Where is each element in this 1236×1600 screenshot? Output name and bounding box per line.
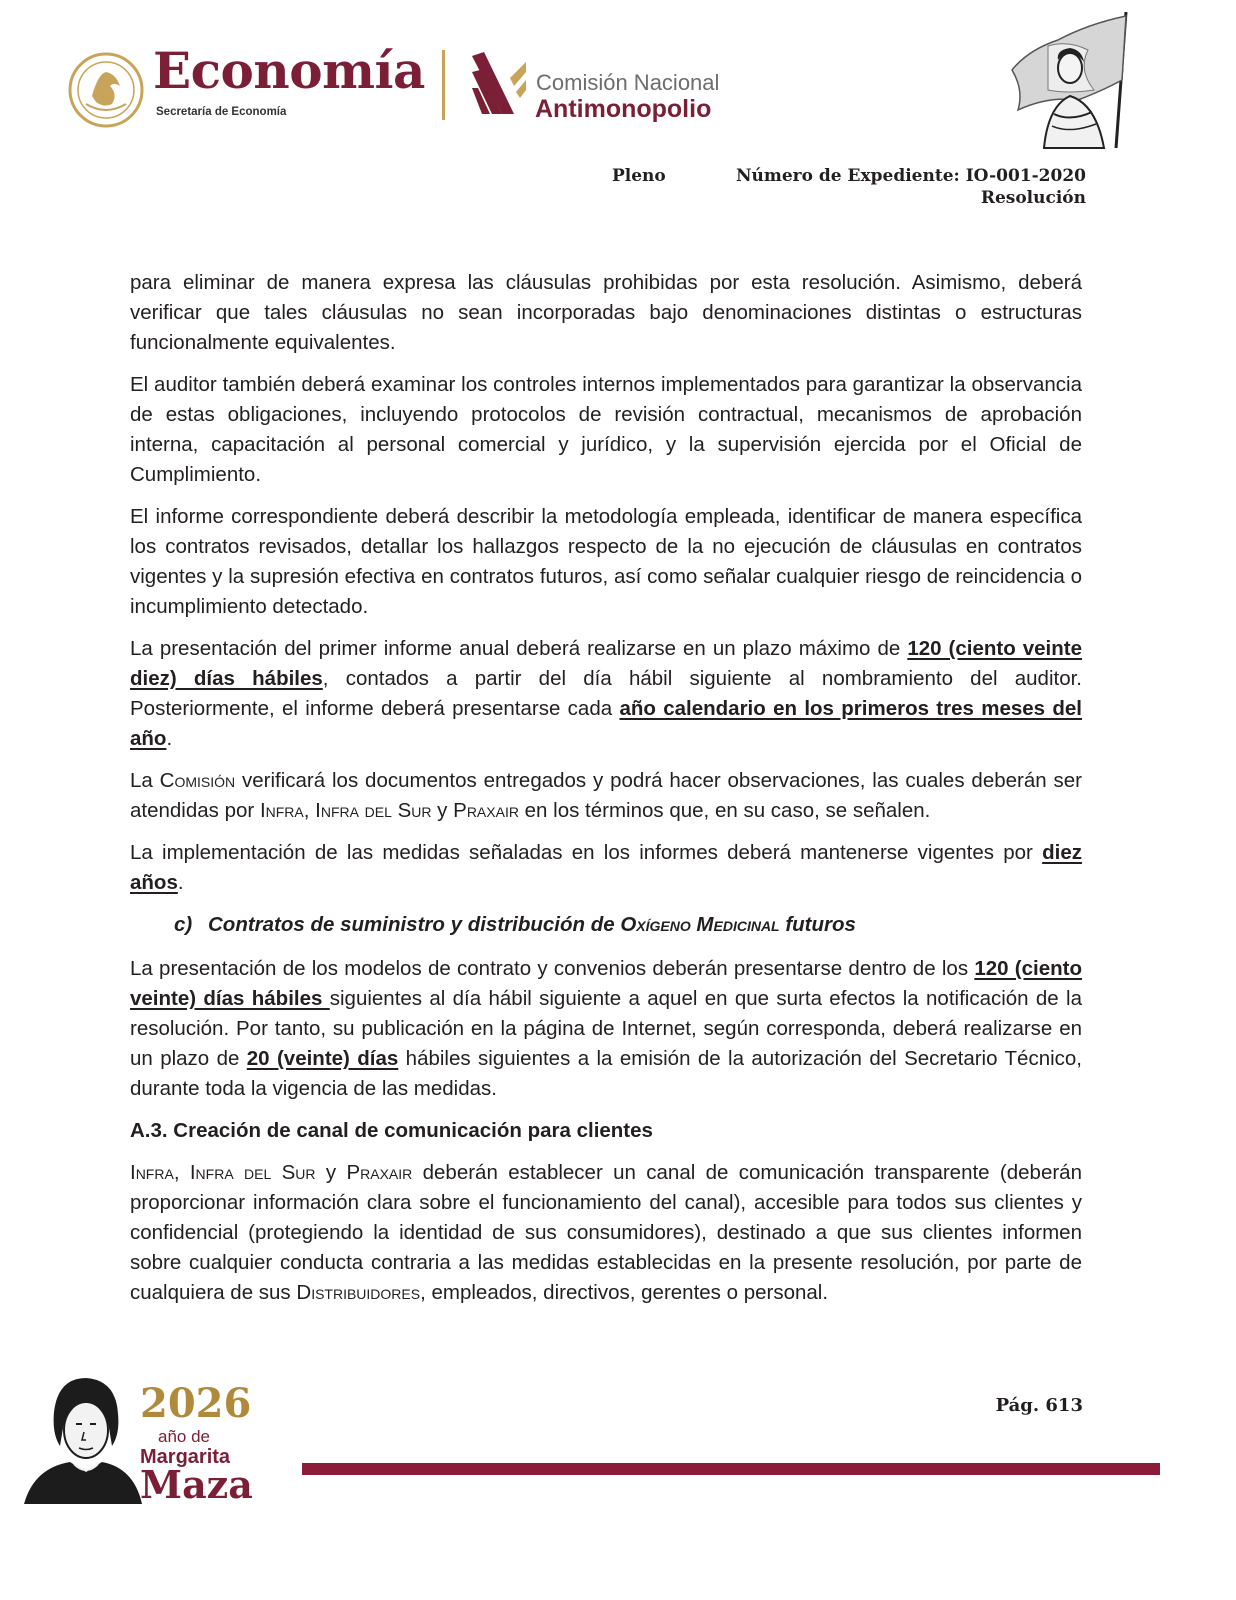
- paragraph-5: La Comisión verificará los documentos entregados y podrá hacer observaciones, las cuales deberán ser atendidas por Infra, Infra del Sur y Praxair en los términos que, en su caso, se señalen.: [130, 769, 1082, 822]
- paragraph-7: La presentación de los modelos de contrato y convenios deberán presentarse dentro de los 120 (ciento veinte) días hábiles siguientes al día hábil siguiente a aquel en que surta efectos la notificación de la resolución. Por tanto, su publicación en la página de Internet, según corresponda, deberá realizarse en un plazo de 20 (veinte) días hábiles siguientes a la emisión de la autorización del Secretario Técnico, durante toda la vigencia de las medidas.: [130, 957, 1082, 1100]
- term-infra: Infra: [259, 799, 304, 822]
- term-infra-del-sur: Infra del Sur: [315, 799, 432, 822]
- document-body: [130, 268, 1082, 1320]
- paragraph-2: El auditor también deberá examinar los controles internos implementados para garantizar la observancia de estas obligaciones, incluyendo protocolos de revisión contractual, mecanismos de aprobación interna, capacitación al personal comercial y jurídico, y la supervisión ejercida por el Oficial de Cumplimiento.: [130, 373, 1082, 486]
- footer-bar: [302, 1463, 1160, 1475]
- logo-divider: [442, 50, 445, 120]
- cna-logo-icon: [470, 48, 528, 118]
- economia-logo-text: Economía: [153, 41, 425, 100]
- term-praxair: Praxair: [453, 799, 519, 822]
- page-header: [0, 0, 1236, 230]
- paragraph-4: La presentación del primer informe anual deberá realizarse en un plazo máximo de 120 (ciento veinte diez) días hábiles, contados a partir del día hábil siguiente al nombramiento del auditor. Posteriormente, el informe deberá presentarse cada año calendario en los primeros tres meses del año.: [130, 637, 1083, 750]
- section-heading-c: c) Contratos de suministro y distribución de Oxígeno Medicinal futuros: [174, 913, 856, 936]
- term-comision: Comisión: [159, 769, 236, 792]
- margarita-maza-portrait-icon: [24, 1372, 142, 1504]
- expediente-number: Número de Expediente: IO-001-2020: [735, 166, 1086, 186]
- footer-name-last: Maza: [140, 1462, 253, 1507]
- footer-name-first: Margarita: [140, 1446, 231, 1468]
- section-heading-a3: A.3. Creación de canal de comunicación para clientes: [130, 1119, 653, 1142]
- paragraph-6: La implementación de las medidas señaladas en los informes deberá mantenerse vigentes por diez años.: [130, 841, 1082, 894]
- cna-name-line1: Comisión Nacional: [536, 70, 720, 95]
- paragraph-3: El informe correspondiente deberá describir la metodología empleada, identificar de manera específica los contratos revisados, detallar los hallazgos respecto de la no ejecución de cláusulas en contratos vigentes y la supresión efectiva en contratos futuros, así como señalar cualquier riesgo de reincidencia o incumplimiento detectado.: [130, 505, 1082, 618]
- paragraph-1: para eliminar de manera expresa las cláusulas prohibidas por esta resolución. Asimismo, deberá verificar que tales cláusulas no sean incorporadas bajo denominaciones distintas o estructuras funcionalmente equivalentes.: [130, 271, 1082, 354]
- footer-year: 2026: [140, 1380, 252, 1427]
- pleno-label: Pleno: [612, 166, 666, 186]
- emphasis-diez-anios: diez años: [130, 841, 1082, 894]
- economia-subtitle: Secretaría de Economía: [156, 106, 287, 118]
- emphasis-120-dias-habiles: 120 (ciento veinte) días hábiles: [130, 957, 1082, 1010]
- emphasis-anio-calendario: año calendario en los primeros tres meses del año: [130, 697, 1082, 750]
- cna-name-line2: Antimonopolio: [535, 95, 712, 123]
- footer-year-sub: año de: [158, 1427, 210, 1446]
- paragraph-8: Infra, Infra del Sur y Praxair deberán establecer un canal de comunicación transparente (deberán proporcionar información clara sobre el funcionamiento del canal), accesible para todos sus clientes y confidencial (protegiendo la identidad de sus consumidores), destinado a que sus clientes informen sobre cualquier conducta contraria a las medidas establecidas en la presente resolución, por parte de cualquiera de sus Distribuidores, empleados, directivos, gerentes o personal.: [130, 1161, 1082, 1304]
- page-number: Pág. 613: [995, 1395, 1083, 1416]
- emphasis-20-dias: 20 (veinte) días: [246, 1047, 399, 1070]
- mexico-seal-icon: [68, 52, 144, 128]
- emphasis-120-dias: 120 (ciento veinte diez) días hábiles: [130, 637, 1083, 690]
- flag-woman-illustration-icon: [1008, 10, 1148, 150]
- resolucion-label: Resolución: [980, 188, 1086, 208]
